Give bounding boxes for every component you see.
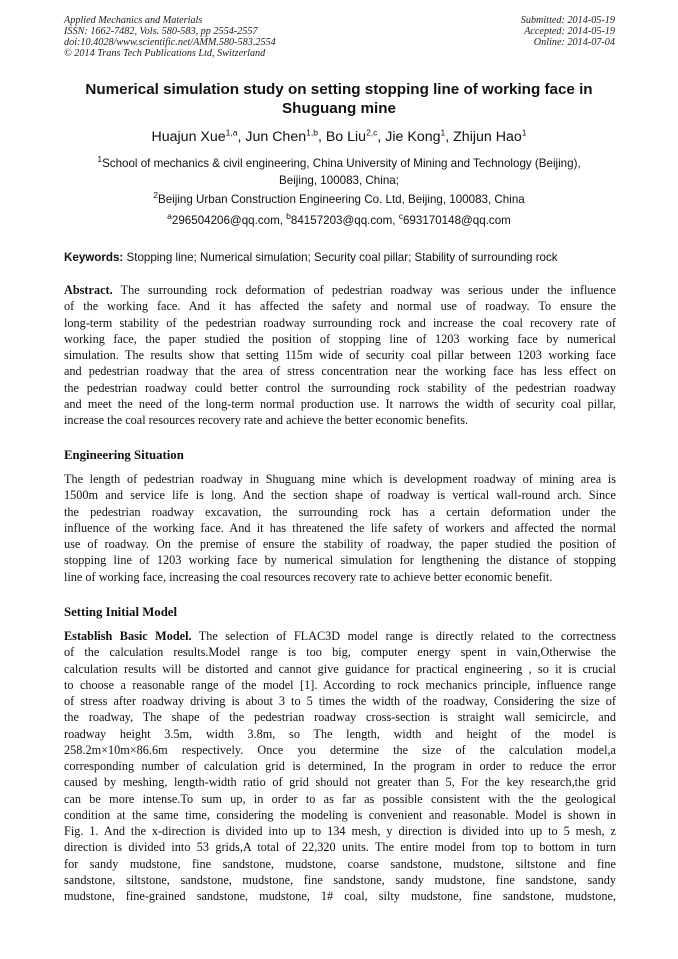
paragraph-line: increase the coal resources recovery rate and achieve the better economic benefits. — [64, 413, 469, 427]
email-mark: b — [286, 211, 291, 222]
affiliation-2-text: Beijing Urban Construction Engineering Co. Ltd, Beijing, 100083, China — [158, 193, 525, 206]
paragraph-line: long-term stability of the pedestrian roadway surrounding rock and increase the coal recovery rate of — [64, 315, 616, 330]
author-name: Zhijun Hao — [453, 129, 522, 145]
paragraph-line: corresponding number of calculation grid is determined, In the program in order to reduce the error — [64, 759, 616, 773]
keywords-label: Keywords: — [64, 251, 124, 264]
author-affiliation-mark: 1,a — [225, 127, 238, 138]
paragraph-line: and meet the need of the long-term normal production use. It narrows the width of security coal pillar, — [64, 396, 616, 411]
paragraph-line: 258.2m×10m×86.6m respectively. Once you determine the size of the calculation model,a — [64, 742, 616, 757]
paragraph-line: line of working face, increasing the coal resources recovery rate to achieve better economic benefit. — [64, 569, 553, 584]
paragraph-line: roadway height 3.5m, width 3.8m, so The length, width and height of the model is — [64, 726, 616, 741]
author-separator: , — [377, 129, 386, 145]
doi-line: doi:10.4028/www.scientific.net/AMM.580-583.2554 — [64, 37, 276, 48]
affiliation-1-line-2: Beijing, 100083, China; — [279, 174, 399, 187]
author-list — [56, 128, 622, 146]
author-affiliation-mark: 1 — [440, 127, 446, 138]
abstract — [64, 282, 616, 428]
email-b: 84157203@qq.com, — [290, 214, 399, 227]
paragraph-line: the pedestrian roadway excavation, the surrounding rock has a certain deformation under the — [64, 504, 616, 519]
author-affiliation-mark: 1,b — [306, 127, 318, 138]
section-heading-model: Setting Initial Model — [64, 605, 178, 619]
paragraph-line: sandstone, siltstone, sandstone, mudstone, fine sandstone, sandy mudstone, fine sandstone, sandy — [64, 872, 616, 887]
line-text: The selection of FLAC3D model range is directly related to the correctness — [191, 629, 616, 643]
paragraph-line: the roadway, The shape of the pedestrian roadway cross-section is straight wall semicircle, and — [64, 710, 616, 725]
paragraph-line: 1500m and service life is long. And the section shape of roadway is vertical wall-round arch. Since — [64, 488, 616, 503]
section-heading-engineering: Engineering Situation — [64, 448, 184, 462]
line-text: The surrounding rock deformation of pedestrian roadway was serious under the influence — [112, 283, 616, 297]
engineering-paragraph — [64, 471, 616, 585]
paragraph-line: condition at the same time, considering the modeling is convenient and reasonable. Model is shown in — [64, 807, 616, 822]
author-name: Huajun Xue — [151, 129, 226, 145]
paragraph-line: calculation results will be distorted and cannot give guidance for practical engineering , so it is crucial — [64, 661, 616, 676]
paragraph-line: caused by meshing, length-width ratio of grid should not greater than 5, For the key research,the grid — [64, 775, 616, 790]
paragraph-line: to choose a reasonable range of the model [1]. According to rock mechanics principle, influence range — [64, 677, 616, 692]
paragraph-line: use of roadway. On the premise of ensure the stability of roadway, the paper studied the position of — [64, 537, 616, 551]
paragraph-line: Fig. 1. And the x-direction is divided into up to 134 mesh, y direction is divided into up to 5 mesh, z — [64, 824, 616, 838]
keywords-text: Stopping line; Numerical simulation; Security coal pillar; Stability of surrounding rock — [123, 251, 558, 264]
model-paragraph — [64, 628, 616, 904]
submitted-date: Submitted: 2014-05-19 — [520, 15, 615, 26]
affiliation-mark: 1 — [97, 154, 103, 165]
abstract-label: Abstract. — [64, 283, 113, 297]
paragraph-line: of stress after roadway driving is about 3 to 5 times the width of the roadway, Considering the size of — [64, 694, 616, 708]
paragraph-line: direction is divided into 53 grids,A total of 22,320 units. The entire model from top to bottom in turn — [64, 840, 616, 855]
paragraph-line: influence of the working face. And it has threatened the life safety of workers and affected the normal — [64, 520, 616, 535]
author-name: Jun Chen — [245, 129, 307, 145]
paragraph-line — [64, 282, 616, 298]
paragraph-line — [64, 628, 616, 644]
paper-title: Numerical simulation study on setting stopping line of working face in Shuguang mine — [85, 81, 593, 117]
paragraph-line: simulation. The results show that setting 115m wide of security coal pillar between 1203 working face — [64, 348, 616, 362]
paragraph-line: the pedestrian roadway could better control the surrounding rock stability of the pedestrian roadway — [64, 380, 616, 395]
author-separator: , — [317, 129, 326, 145]
author-separator: , — [237, 129, 246, 145]
author-separator: , — [445, 129, 454, 145]
keywords — [64, 250, 616, 266]
paragraph-line: The length of pedestrian roadway in Shuguang mine which is development roadway of mining area is — [64, 472, 616, 486]
email-mark: a — [167, 211, 172, 222]
author-name: Bo Liu — [325, 129, 367, 145]
copyright-line: © 2014 Trans Tech Publications Ltd, Switzerland — [64, 48, 266, 59]
affiliation-2 — [66, 191, 612, 208]
subsection-label: Establish Basic Model. — [64, 629, 192, 643]
affiliation-1-line-1: School of mechanics & civil engineering, China University of Mining and Technology (Beijing), — [102, 157, 581, 170]
issn-line: ISSN: 1662-7482, Vols. 580-583, pp 2554-2557 — [64, 26, 258, 37]
affiliation-1 — [66, 155, 612, 189]
paragraph-line: stopping line of 1203 working face by numerical simulation for lengthening the distance of stopping — [64, 553, 616, 568]
paragraph-line: working face, the paper studied the position of stopping line of 1203 working face by numerical — [64, 331, 616, 346]
paragraph-line: of the working face. And it has affected the safety and normal use of roadway. To ensure the — [64, 299, 616, 314]
author-emails — [66, 212, 612, 229]
paragraph-line: of the calculation results.Model range is too big, computer energy spent in vain,Otherwise the — [64, 645, 616, 660]
online-date: Online: 2014-07-04 — [533, 37, 615, 48]
affiliation-mark: 2 — [153, 190, 158, 201]
submission-dates — [521, 15, 615, 48]
email-mark: c — [398, 211, 403, 222]
author-name: Jie Kong — [385, 129, 441, 145]
paragraph-line: for sandy mudstone, fine sandstone, mudstone, coarse sandstone, mudstone, siltstone and fine — [64, 856, 616, 871]
paragraph-line: can be more intense.To sum up, in order to as far as possible consistent with the the geological — [64, 791, 616, 806]
accepted-date: Accepted: 2014-05-19 — [524, 26, 615, 37]
author-affiliation-mark: 2,c — [366, 127, 378, 138]
email-c: 693170148@qq.com — [402, 214, 511, 227]
email-a: 296504206@qq.com, — [171, 214, 287, 227]
paragraph-line: and pedestrian roadway that the area of stress concentration near the working face has less effect on — [64, 364, 616, 379]
author-affiliation-mark: 1 — [521, 127, 527, 138]
journal-name: Applied Mechanics and Materials — [64, 15, 203, 26]
journal-info — [64, 15, 276, 59]
paragraph-line: mudstone, fine-grained sandstone, mudstone, 1# coal, silty mudstone, fine sandstone, mudstone, — [64, 889, 616, 903]
